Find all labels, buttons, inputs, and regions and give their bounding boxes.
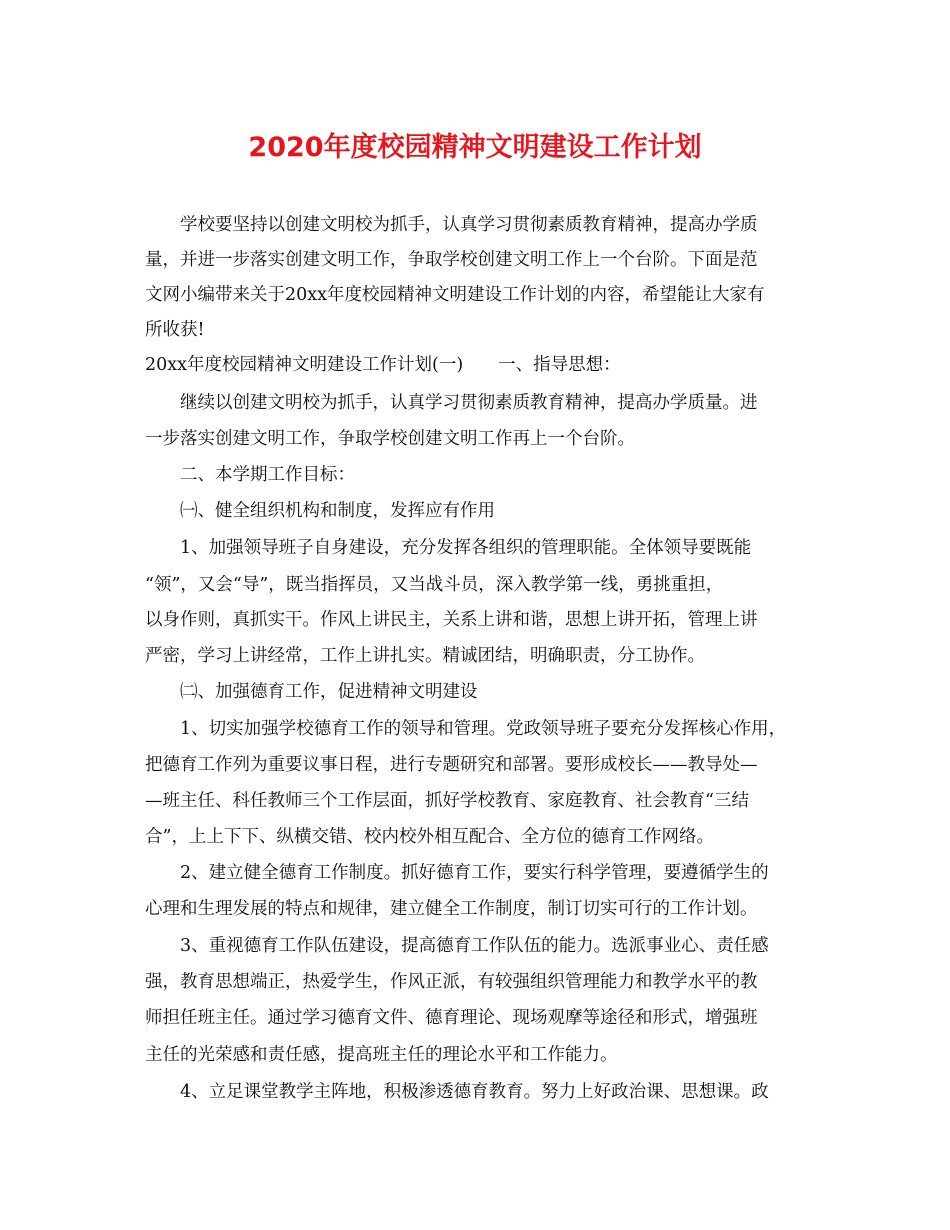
paragraph-line: 2、建立健全德育工作制度。抓好德育工作，要实行科学管理，要遵循学生的	[180, 863, 769, 883]
paragraph-line: 1、切实加强学校德育工作的领导和管理。党政领导班子要充分发挥核心作用，	[180, 719, 787, 739]
paragraph-line: 继续以创建文明校为抓手，认真学习贯彻素质教育精神，提高办学质量。进	[180, 393, 758, 413]
paragraph-line: 心理和生理发展的特点和规律，建立健全工作制度，制订切实可行的工作计划。	[145, 899, 758, 919]
paragraph-line: 主任的光荣感和责任感，提高班主任的理论水平和工作能力。	[145, 1045, 618, 1065]
paragraph-line: 文网小编带来关于20xx年度校园精神文明建设工作计划的内容，希望能让大家有	[145, 285, 765, 305]
paragraph-line: 一步落实创建文明工作，争取学校创建文明工作再上一个台阶。	[145, 429, 635, 449]
section-heading-line: 二、本学期工作目标：	[180, 465, 355, 485]
paragraph-line: 学校要坚持以创建文明校为抓手，认真学习贯彻素质教育精神，提高办学质	[180, 215, 758, 235]
paragraph-line: 3、重视德育工作队伍建设，提高德育工作队伍的能力。选派事业心、责任感	[180, 936, 769, 956]
paragraph-line: 以身作则，真抓实干。作风上讲民主，关系上讲和谐，思想上讲开拓，管理上讲	[145, 610, 758, 630]
paragraph-line: 1、加强领导班子自身建设，充分发挥各组织的管理职能。全体领导要既能	[180, 538, 752, 558]
section-heading-line: 20xx年度校园精神文明建设工作计划(一) 一、指导思想：	[145, 355, 621, 375]
document-title: 2020年度校园精神文明建设工作计划	[248, 132, 702, 163]
paragraph-line: 4、立足课堂教学主阵地，积极渗透德育教育。努力上好政治课、思想课。政	[180, 1082, 769, 1102]
paragraph-line: 严密，学习上讲经常，工作上讲扎实。精诚团结，明确职责，分工协作。	[145, 646, 705, 666]
paragraph-line: 把德育工作列为重要议事日程，进行专题研究和部署。要形成校长——教导处—	[145, 755, 758, 775]
paragraph-line: 师担任班主任。通过学习德育文件、德育理论、现场观摩等途径和形式，增强班	[145, 1008, 758, 1028]
paragraph-line: 量，并进一步落实创建文明工作，争取学校创建文明工作上一个台阶。下面是范	[145, 250, 758, 270]
paragraph-line: “领”，又会“导”，既当指挥员，又当战斗员，深入教学第一线，勇挑重担，	[145, 575, 724, 595]
paragraph-line: 所收获!	[145, 320, 205, 340]
paragraph-line: —班主任、科任教师三个工作层面，抓好学校教育、家庭教育、社会教育“三结	[145, 791, 749, 811]
subsection-heading-line: ㈡、加强德育工作，促进精神文明建设	[180, 682, 478, 702]
subsection-heading-line: ㈠、健全组织机构和制度，发挥应有作用	[180, 501, 495, 521]
paragraph-line: 合”，上上下下、纵横交错、校内校外相互配合、全方位的德育工作网络。	[145, 827, 714, 847]
paragraph-line: 强，教育思想端正，热爱学生，作风正派，有较强组织管理能力和教学水平的教	[145, 972, 758, 992]
